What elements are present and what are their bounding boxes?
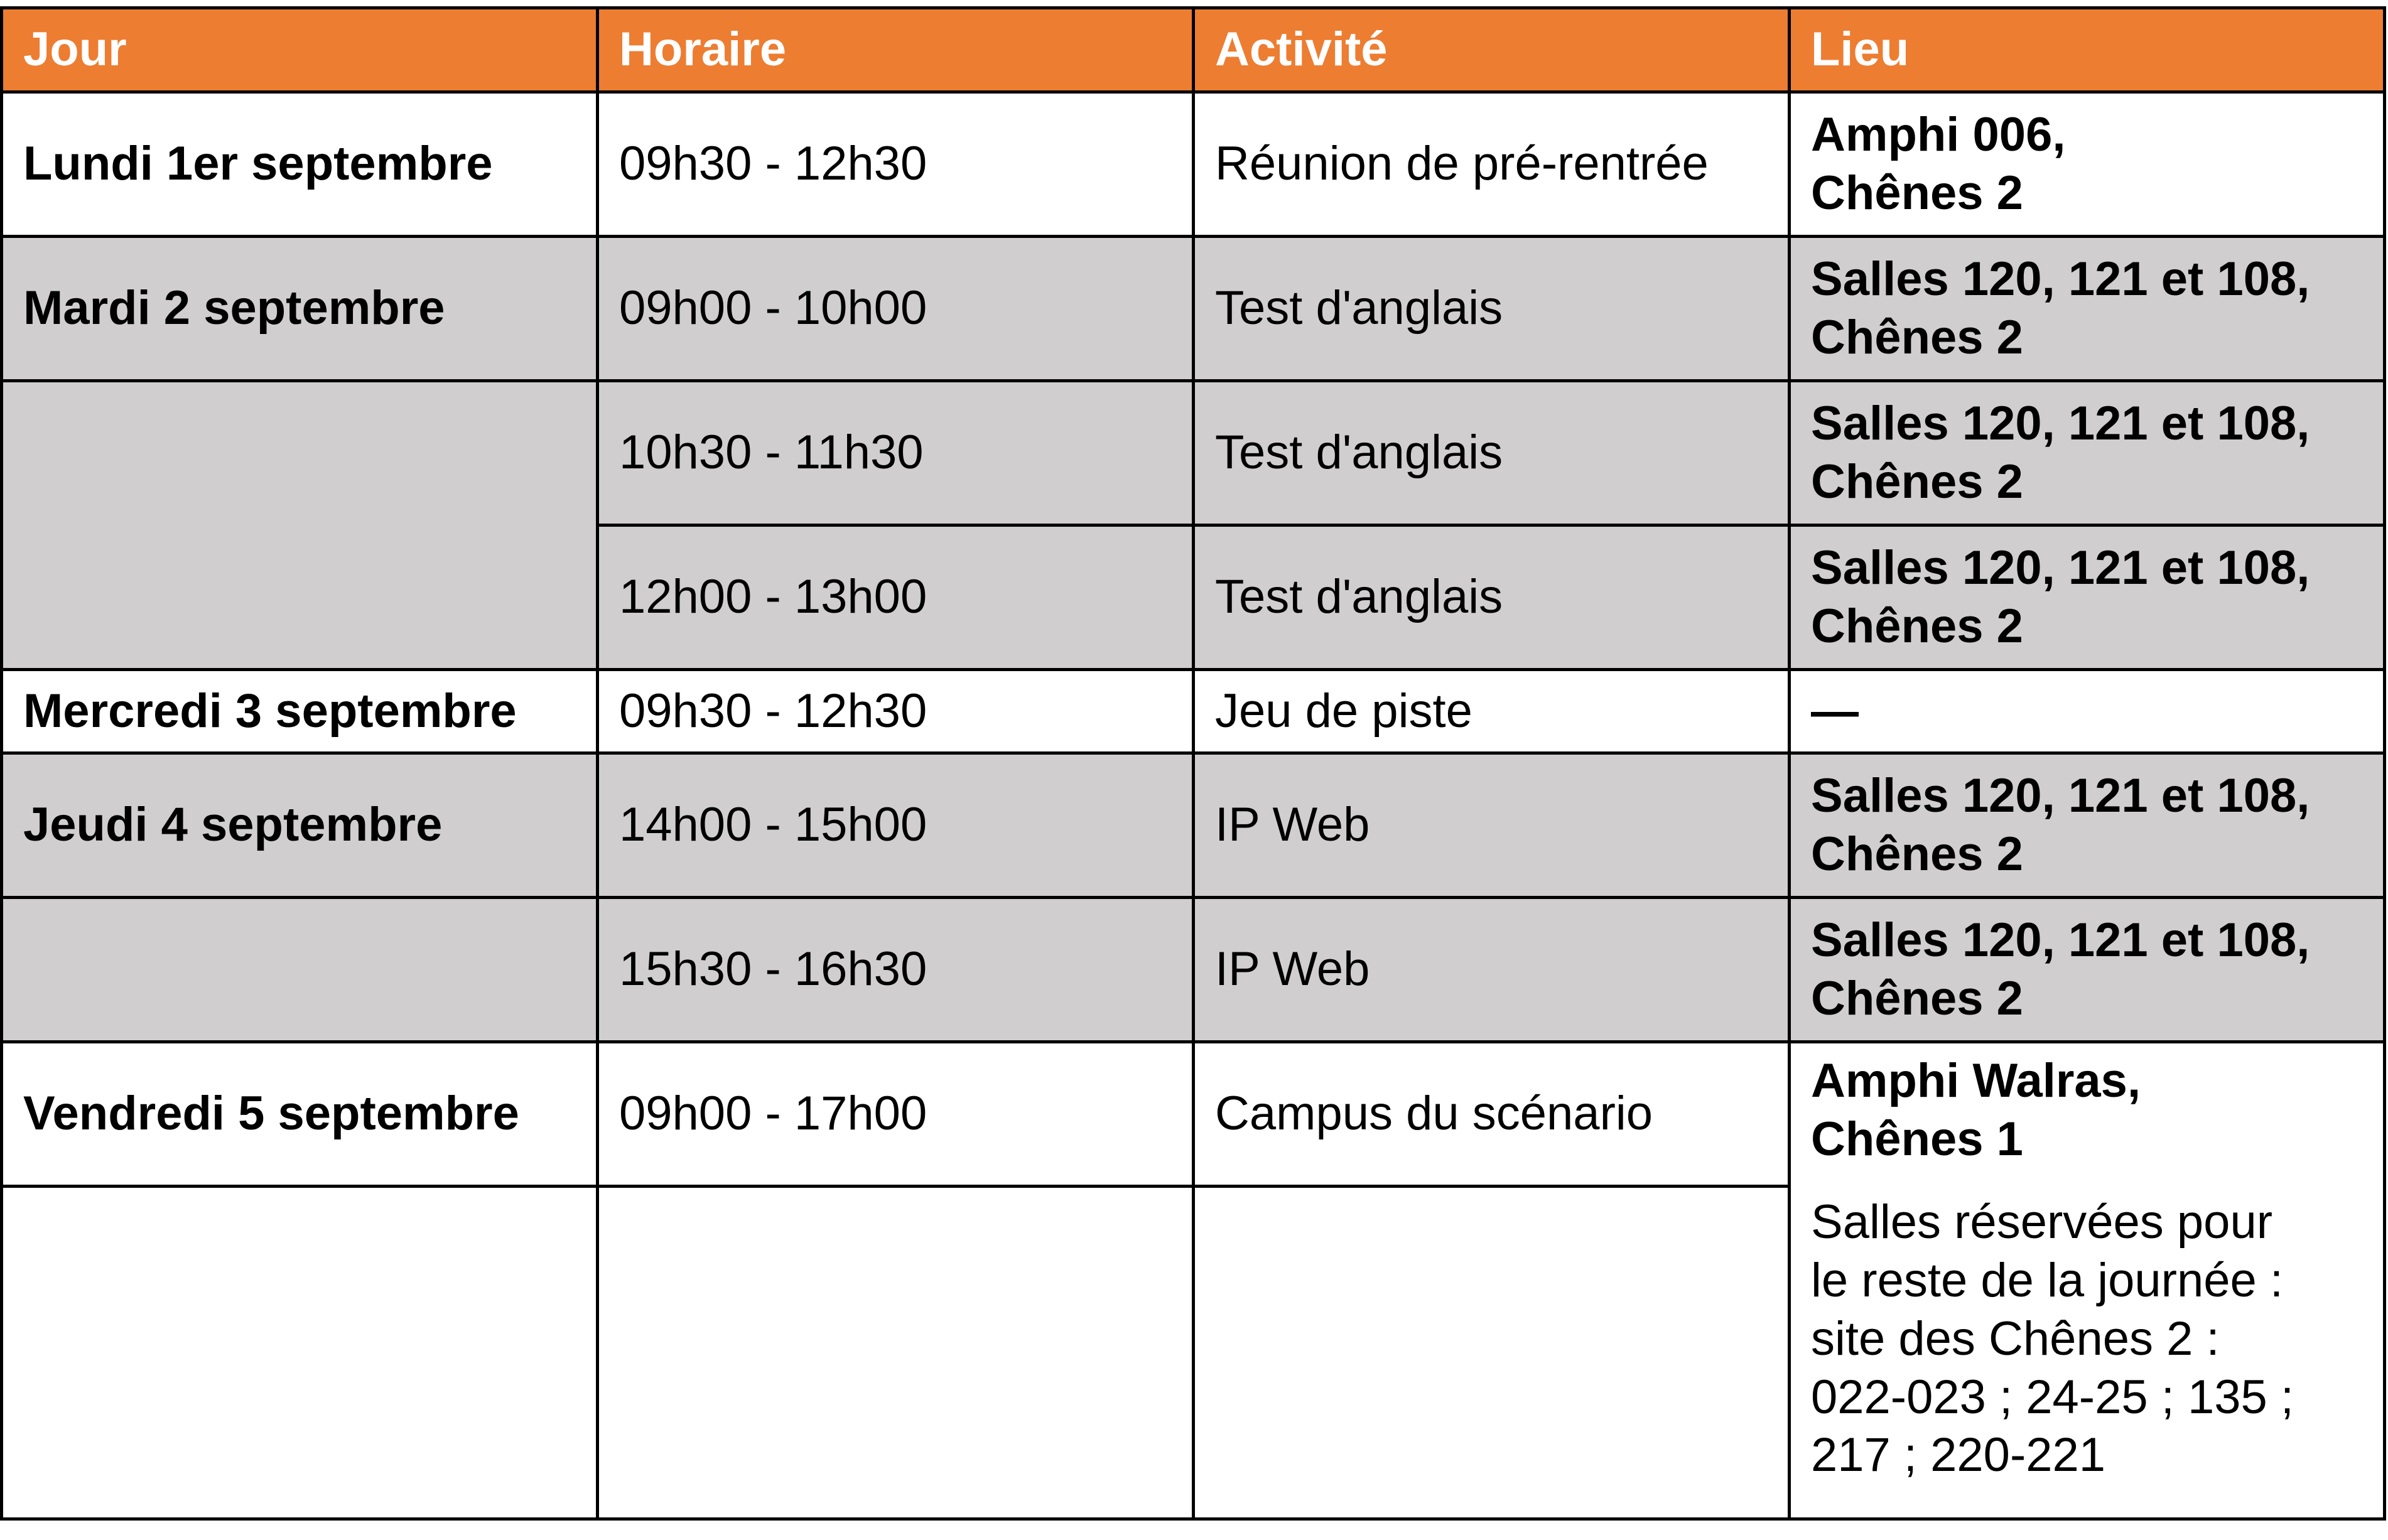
note-line: site des Chênes 2 :: [1811, 1311, 2220, 1365]
place-cell: [1790, 381, 2385, 525]
place-line: Salles 120, 121 et 108,: [1811, 252, 2310, 306]
activity-cell: Campus du scénario: [1194, 1042, 1790, 1187]
time-cell: 09h30 - 12h30: [598, 670, 1194, 753]
header-row: [2, 8, 2385, 92]
header-time: Horaire: [598, 8, 1194, 92]
header-day: Jour: [2, 8, 598, 92]
time-cell: 10h30 - 11h30: [598, 381, 1194, 525]
day-cell: Mercredi 3 septembre: [2, 670, 598, 753]
note-line: le reste de la journée :: [1811, 1254, 2284, 1308]
place-line: Chênes 1: [1811, 1112, 2023, 1166]
place-line: Chênes 2: [1811, 971, 2023, 1025]
place-line: Salles 120, 121 et 108,: [1811, 768, 2310, 822]
place-cell: [1790, 92, 2385, 237]
table-row: [2, 1042, 2385, 1187]
empty-cell: [598, 1187, 1194, 1519]
empty-cell: [1194, 1187, 1790, 1519]
place-cell: [1790, 898, 2385, 1042]
activity-cell: Test d'anglais: [1194, 525, 1790, 670]
place-line: Chênes 2: [1811, 166, 2023, 220]
activity-cell: IP Web: [1194, 898, 1790, 1042]
place-cell: [1790, 753, 2385, 898]
place-line: Salles 120, 121 et 108,: [1811, 541, 2310, 595]
day-cell: [2, 898, 598, 1042]
place-line: Chênes 2: [1811, 310, 2023, 364]
header-activity: Activité: [1194, 8, 1790, 92]
table-row: [2, 525, 2385, 670]
day-cell: [2, 525, 598, 670]
table-row: [2, 898, 2385, 1042]
note-line: 022-023 ; 24-25 ; 135 ;: [1811, 1370, 2294, 1424]
day-cell: Lundi 1er septembre: [2, 92, 598, 237]
note-line: 217 ; 220-221: [1811, 1428, 2106, 1482]
activity-cell: Test d'anglais: [1194, 237, 1790, 381]
time-cell: 15h30 - 16h30: [598, 898, 1194, 1042]
time-cell: 09h00 - 17h00: [598, 1042, 1194, 1187]
place-line: Chênes 2: [1811, 827, 2023, 881]
activity-cell: IP Web: [1194, 753, 1790, 898]
day-cell: Vendredi 5 septembre: [2, 1042, 598, 1187]
time-cell: 09h30 - 12h30: [598, 92, 1194, 237]
table-row: [2, 237, 2385, 381]
place-cell: [1790, 525, 2385, 670]
empty-cell: [2, 1187, 598, 1519]
day-cell: [2, 381, 598, 525]
activity-cell: Jeu de piste: [1194, 670, 1790, 753]
place-line: Chênes 2: [1811, 599, 2023, 653]
activity-cell: Test d'anglais: [1194, 381, 1790, 525]
header-place: Lieu: [1790, 8, 2385, 92]
place-line: Amphi 006,: [1811, 107, 2066, 161]
place-dash: —: [1811, 684, 1859, 738]
place-cell: [1790, 1042, 2385, 1519]
time-cell: 12h00 - 13h00: [598, 525, 1194, 670]
reserved-rooms-note: [1811, 1193, 2363, 1485]
note-line: Salles réservées pour: [1811, 1195, 2273, 1249]
place-cell: [1790, 237, 2385, 381]
schedule-table: [0, 6, 2386, 1521]
table-row: [2, 753, 2385, 898]
place-line: Amphi Walras,: [1811, 1054, 2141, 1107]
time-cell: 09h00 - 10h00: [598, 237, 1194, 381]
day-cell: Jeudi 4 septembre: [2, 753, 598, 898]
time-cell: 14h00 - 15h00: [598, 753, 1194, 898]
place-line: Chênes 2: [1811, 455, 2023, 509]
table-row: [2, 670, 2385, 753]
day-cell: Mardi 2 septembre: [2, 237, 598, 381]
table-row: [2, 92, 2385, 237]
table-row: [2, 381, 2385, 525]
activity-cell: Réunion de pré-rentrée: [1194, 92, 1790, 237]
place-cell: [1790, 670, 2385, 753]
place-line: Salles 120, 121 et 108,: [1811, 913, 2310, 967]
place-line: Salles 120, 121 et 108,: [1811, 396, 2310, 450]
